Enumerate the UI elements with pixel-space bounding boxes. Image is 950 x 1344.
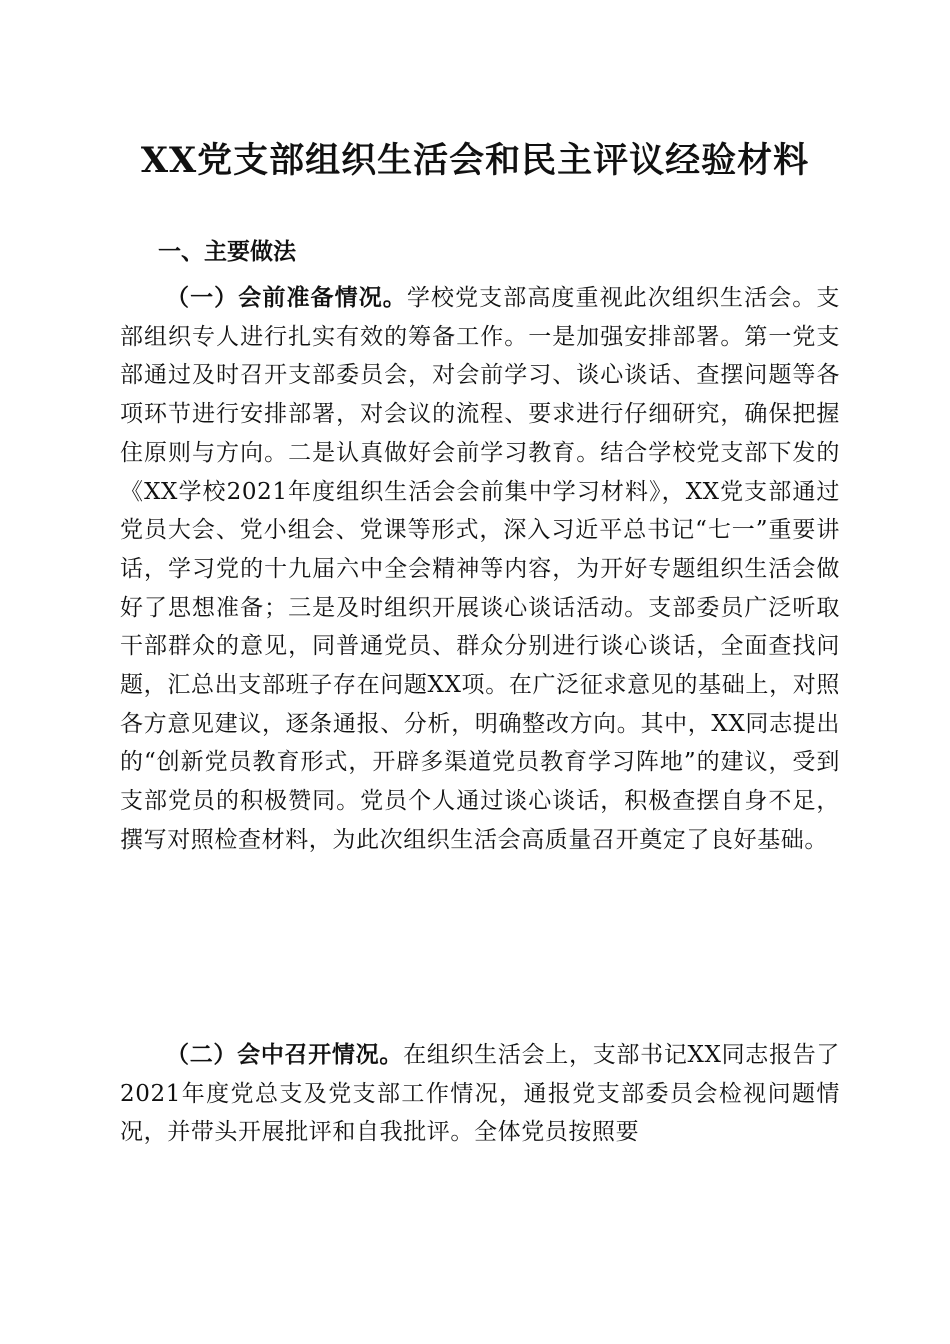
document-title: XX党支部组织生活会和民主评议经验材料 bbox=[140, 140, 810, 181]
paragraph-2-content bbox=[120, 1036, 840, 1152]
paragraph-1-lead: （一）会前准备情况。 bbox=[166, 284, 407, 311]
paragraph-2-text: 在组织生活会上，支部书记XX同志报告了2021年度党总支及党支部工作情况，通报党支部委员会检视问题情况，并带头开展批评和自我批评。全体党员按照要 bbox=[120, 1042, 841, 1146]
paragraph-2-lead: （二）会中召开情况。 bbox=[166, 1041, 404, 1068]
paragraph-1-text: 学校党支部高度重视此次组织生活会。支部组织专人进行扎实有效的筹备工作。一是加强安排部署。第一党支部通过及时召开支部委员会，对会前学习、谈心谈话、查摆问题等各项环节进行安排部署，对会议的流程、要求进行仔细研究，确保把握住原则与方向。二是认真做好会前学习教育。结合学校党支部下发的《XX学校2021年度组织生活会会前集中学习材料》，XX党支部通过党员大会、党小组会、党课等形式，深入习近平总书记“七一”重要讲话，学习党的十九届六中全会精神等内容，为开好专题组织生活会做好了思想准备；三是及时组织开展谈心谈话活动。支部委员广泛听取干部群众的意见，同普通党员、群众分别进行谈心谈话，全面查找问题，汇总出支部班子存在问题XX项。在广泛征求意见的基础上，对照各方意见建议，逐条通报、分析，明确整改方向。其中，XX同志提出的“创新党员教育形式，开辟多渠道党员教育学习阵地”的建议，受到支部党员的积极赞同。党员个人通过谈心谈话，积极查摆自身不足，撰写对照检查材料，为此次组织生活会高质量召开奠定了良好基础。 bbox=[120, 285, 840, 853]
paragraph-2 bbox=[120, 1036, 840, 1152]
paragraph-1-content bbox=[120, 279, 840, 860]
paragraph-1 bbox=[120, 279, 840, 860]
section-heading: 一、主要做法 bbox=[158, 239, 296, 265]
